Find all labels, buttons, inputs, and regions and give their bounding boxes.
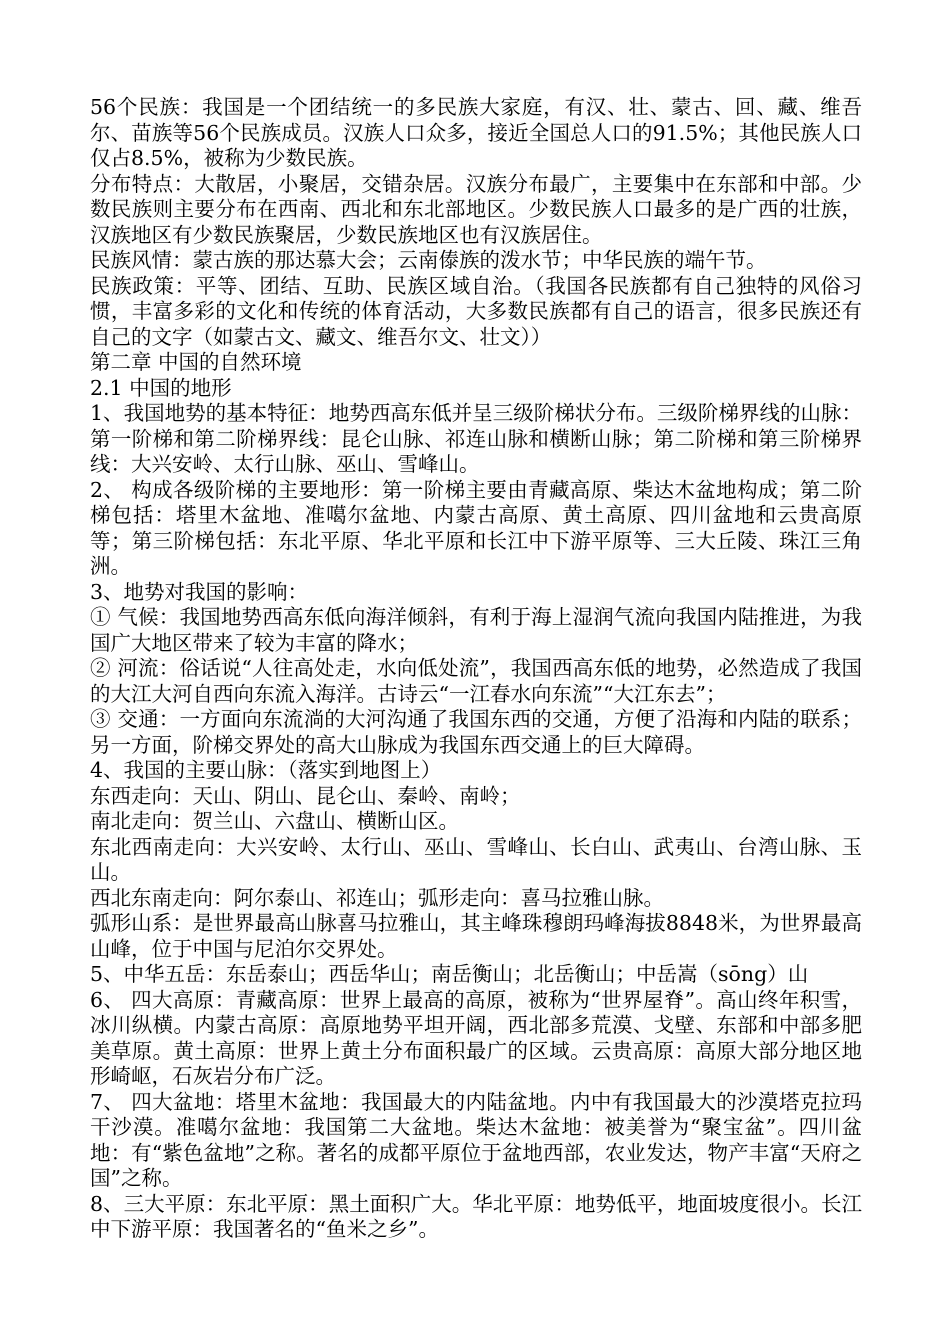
paragraph-terrain-feature: 1、我国地势的基本特征：地势西高东低并呈三级阶梯状分布。三级阶梯界线的山脉：第一阶梯和第二阶梯界线：昆仑山脉、祁连山脉和横断山脉；第二阶梯和第三阶梯界线：大兴安岭、太行山脉、巫山、雪峰山。 [90,401,862,476]
paragraph-terrain-steps: 2、 构成各级阶梯的主要地形：第一阶梯主要由青藏高原、柴达木盆地构成；第二阶梯包括：塔里木盆地、准噶尔盆地、内蒙古高原、黄土高原、四川盆地和云贵高原等；第三阶梯包括：东北平原、华北平原和长江中下游平原等、三大丘陵、珠江三角洲。 [90,477,862,578]
paragraph-plateaus: 6、 四大高原：青藏高原：世界上最高的高原，被称为“世界屋脊”。高山终年积雪，冰川纵横。内蒙古高原：高原地势平坦开阔，西北部多荒漠、戈壁、东部和中部多肥美草原。黄土高原：世界上黄土分布面积最广的区域。云贵高原：高原大部分地区地形崎岖，石灰岩分布广泛。 [90,987,862,1088]
paragraph-impact-climate: ① 气候：我国地势西高东低向海洋倾斜，有利于海上湿润气流向我国内陆推进，为我国广大地区带来了较为丰富的降水； [90,605,862,655]
paragraph-mountains-ne-sw: 东北西南走向：大兴安岭、太行山、巫山、雪峰山、长白山、武夷山、台湾山脉、玉山。 [90,834,862,884]
paragraph-impact-transport: ③ 交通：一方面向东流淌的大河沟通了我国东西的交通，方便了沿海和内陆的联系；另一方面，阶梯交界处的高大山脉成为我国东西交通上的巨大障碍。 [90,707,862,757]
paragraph-ethnic-policy: 民族政策：平等、团结、互助、民族区域自治。（我国各民族都有自己独特的风俗习惯，丰富多彩的文化和传统的体育活动，大多数民族都有自己的语言，很多民族还有自己的文字（如蒙古文、藏文、维吾尔文、壮文）） [90,273,862,349]
paragraph-arc-mountains: 弧形山系：是世界最高山脉喜马拉雅山，其主峰珠穆朗玛峰海拔8848米，为世界最高山峰，位于中国与尼泊尔交界处。 [90,911,862,961]
document-body [90,95,862,1243]
paragraph-plains: 8、三大平原：东北平原：黑土面积广大。华北平原：地势低平，地面坡度很小。长江中下游平原：我国著名的“鱼米之乡”。 [90,1191,862,1241]
paragraph-five-mountains: 5、中华五岳：东岳泰山；西岳华山；南岳衡山；北岳衡山；中岳嵩（sōng）山 [90,962,809,986]
paragraph-distribution: 分布特点：大散居，小聚居，交错杂居。汉族分布最广，主要集中在东部和中部。少数民族则主要分布在西南、西北和东北部地区。少数民族人口最多的是广西的壮族，汉族地区有少数民族聚居，少数民族地区也有汉族居住。 [90,171,862,247]
section-heading: 2.1 中国的地形 [90,375,232,400]
paragraph-mountains-nw-se: 西北东南走向：阿尔泰山、祁连山；弧形走向：喜马拉雅山脉。 [90,885,664,910]
chapter-heading: 第二章 中国的自然环境 [90,350,302,374]
paragraph-mountains-heading: 4、我国的主要山脉：（落实到地图上） [90,758,442,782]
paragraph-ethnic-groups: 56个民族：我国是一个团结统一的多民族大家庭，有汉、壮、蒙古、回、藏、维吾尔、苗族等56个民族成员。汉族人口众多，接近全国总人口的91.5%；其他民族人口仅占8.5%，被称为少数民族。 [90,95,862,170]
paragraph-mountains-north-south: 南北走向：贺兰山、六盘山、横断山区。 [90,809,459,833]
paragraph-mountains-east-west: 东西走向：天山、阴山、昆仑山、秦岭、南岭； [90,783,521,808]
paragraph-terrain-impact-heading: 3、地势对我国的影响： [90,579,309,604]
paragraph-customs: 民族风情：蒙古族的那达慕大会；云南傣族的泼水节；中华民族的端午节。 [90,248,767,272]
paragraph-impact-rivers: ② 河流：俗话说“人往高处走，水向低处流”，我国西高东低的地势，必然造成了我国的大江大河自西向东流入海洋。古诗云“一江春水向东流”“大江东去”； [90,656,862,706]
paragraph-basins: 7、 四大盆地：塔里木盆地：我国最大的内陆盆地。内中有我国最大的沙漠塔克拉玛干沙漠。准噶尔盆地：我国第二大盆地。柴达木盆地：被美誉为“聚宝盆”。四川盆地：有“紫色盆地”之称。著名的成都平原位于盆地西部，农业发达，物产丰富“天府之国”之称。 [90,1089,862,1190]
